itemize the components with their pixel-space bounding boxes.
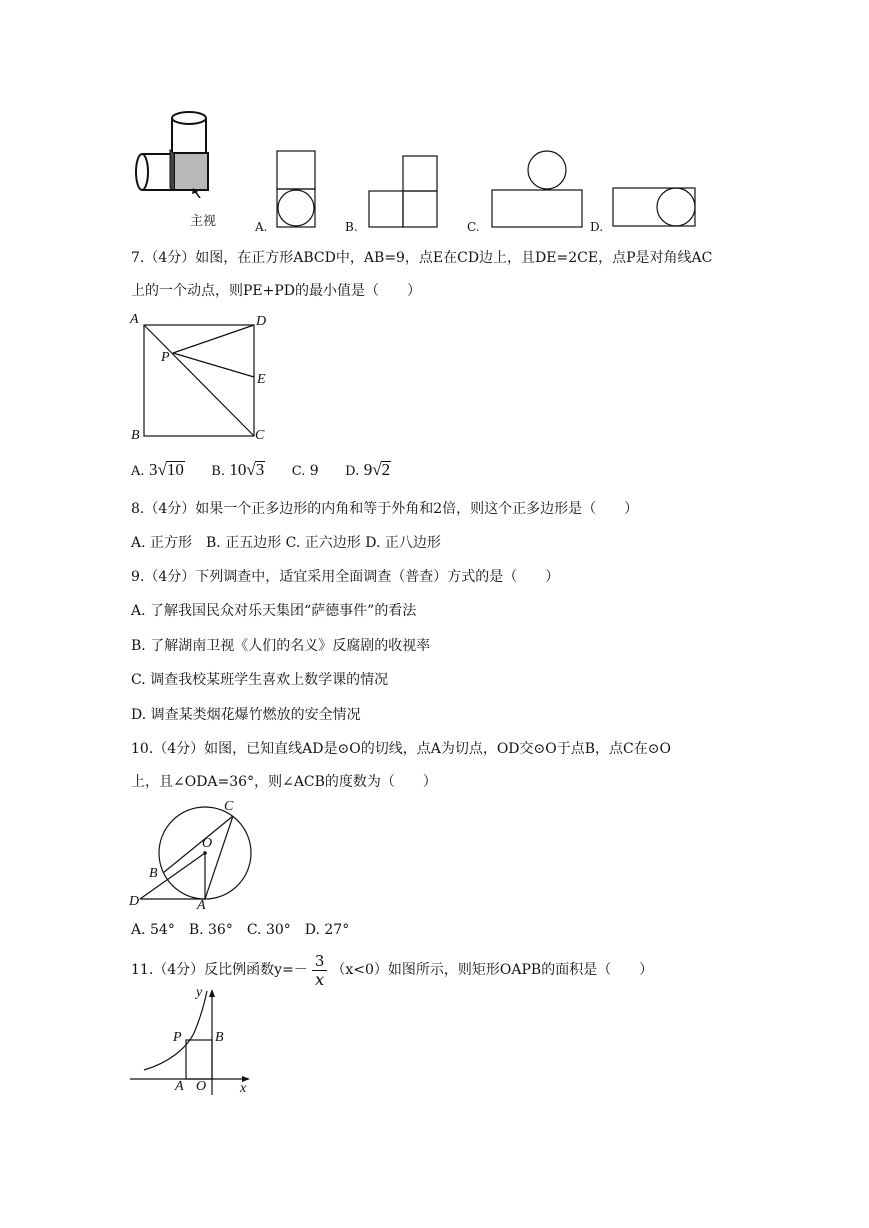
q6-option-d-figure — [611, 186, 699, 228]
q7-figure — [128, 310, 278, 450]
q11-fraction — [312, 952, 328, 989]
q11-stem-prefix: 11.（4分）反比例函数y=－ — [131, 962, 308, 978]
q7-point-a: A — [130, 312, 139, 327]
q7-option-b-radicand: 3 — [255, 460, 265, 479]
q7-options — [131, 460, 413, 484]
q10-options: A. 54° B. 36° C. 30° D. 27° — [131, 922, 350, 938]
q7-option-d-coef: 9 — [363, 460, 373, 479]
q6-option-d-label: D. — [590, 220, 604, 234]
q10-point-d: D — [129, 894, 140, 909]
q10-point-a: A — [197, 898, 206, 913]
q6-option-a-figure — [276, 150, 318, 230]
q9-option-d: D. 调查某类烟花爆竹燃放的安全情况 — [131, 707, 361, 723]
q10-stem-line1: 10.（4分）如图，已知直线AD是⊙O的切线，点A为切点，OD交⊙O于点B，点C在⊙O — [131, 741, 671, 757]
q10-stem-line2: 上，且∠ODA=36°，则∠ACB的度数为（ ） — [131, 774, 437, 790]
q7-stem-line2: 上的一个动点，则PE+PD的最小值是（ ） — [131, 283, 422, 299]
q7-point-b: B — [131, 428, 140, 443]
q7-option-b-coef: 10 — [229, 460, 247, 479]
q11-axis-y: y — [196, 985, 203, 1000]
q11-point-a: A — [175, 1079, 184, 1094]
q7-option-b — [211, 460, 265, 482]
q6-option-a-label: A. — [255, 220, 268, 234]
q9-option-c: C. 调查我校某班学生喜欢上数学课的情况 — [131, 672, 389, 688]
q7-point-p: P — [161, 350, 170, 365]
q8-options: A. 正方形 B. 正五边形 C. 正六边形 D. 正八边形 — [131, 535, 441, 551]
q9-option-a: A. 了解我国民众对乐天集团“萨德事件”的看法 — [131, 603, 417, 619]
q6-main-view-figure — [130, 108, 220, 198]
q7-option-c — [292, 461, 319, 482]
q6-option-c-figure — [490, 150, 586, 230]
q6-figures — [0, 0, 869, 240]
q7-option-d-label: D. — [345, 464, 360, 479]
q6-option-b-figure — [368, 155, 440, 229]
q11-axis-x: x — [240, 1081, 247, 1096]
q7-point-d: D — [256, 314, 267, 329]
q10-point-c: C — [224, 799, 234, 814]
q7-option-a-value: 3√10 — [148, 460, 184, 479]
q7-option-c-label: C. — [291, 464, 306, 479]
q6-option-b-label: B. — [345, 220, 358, 234]
q10-figure — [128, 798, 278, 916]
q7-stem-line1: 7.（4分）如图，在正方形ABCD中，AB=9，点E在CD边上，且DE=2CE，点P是对角线AC — [131, 250, 713, 266]
q11-fraction-numerator: 3 — [312, 952, 328, 971]
q11-stem-suffix: （x<0）如图所示，则矩形OAPB的面积是（ ） — [331, 962, 654, 978]
q7-point-e: E — [257, 372, 266, 387]
q10-point-o: O — [202, 836, 213, 851]
q7-option-a-coef: 3 — [148, 460, 158, 479]
q11-figure — [128, 985, 263, 1100]
q7-option-d-value: 9√2 — [363, 460, 391, 479]
q10-point-b: B — [149, 866, 158, 881]
q6-option-c-label: C. — [467, 220, 480, 234]
q7-option-b-value: 10√3 — [229, 460, 265, 479]
q8-stem: 8.（4分）如果一个正多边形的内角和等于外角和2倍，则这个正多边形是（ ） — [131, 501, 639, 517]
q7-option-a-label: A. — [131, 464, 145, 479]
q7-point-c: C — [255, 428, 265, 443]
q7-option-d — [345, 460, 391, 482]
q7-option-a-radicand: 10 — [166, 460, 184, 479]
q11-point-p: P — [173, 1030, 182, 1045]
q7-option-c-value: 9 — [309, 463, 319, 479]
q7-option-b-label: B. — [211, 464, 225, 479]
q11-point-o: O — [196, 1079, 207, 1094]
q9-stem: 9.（4分）下列调查中，适宜采用全面调查（普查）方式的是（ ） — [131, 569, 560, 585]
q9-option-b: B. 了解湖南卫视《人们的名义》反腐剧的收视率 — [131, 638, 431, 654]
q7-option-a — [131, 460, 185, 482]
q7-option-d-radicand: 2 — [381, 460, 391, 479]
main-view-label: 主视 — [190, 214, 217, 229]
q11-point-b: B — [215, 1030, 224, 1045]
q11-fraction-denominator: x — [315, 969, 325, 989]
